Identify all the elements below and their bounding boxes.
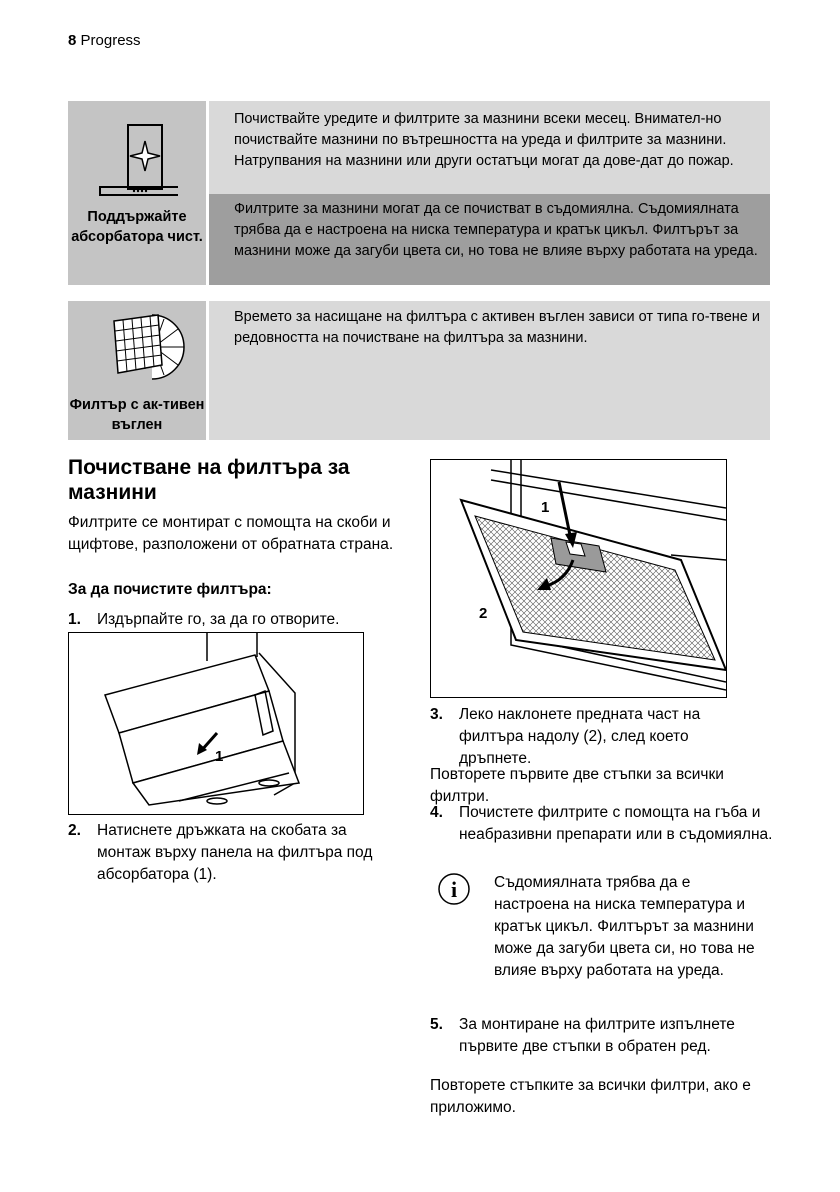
box2-text: Времето за насищане на филтъра с активен въглен зависи от типа го-твене и редовността на почистване на филтъра за мазнини. (234, 309, 760, 346)
fig2-label-1: 1 (541, 499, 550, 516)
note-text: Съдомиялната трябва да е настроена на ниска температура и кратък цикъл. Филтърът за мазнини може да загуби цвета си, но това не влияе върху работата на уреда. (494, 874, 755, 979)
step-2 (68, 820, 398, 886)
subtitle: За да почистите филтъра: (68, 581, 272, 598)
figure-remove-filter (430, 459, 727, 698)
step-text: Почистете филтрите с помощта на гъба и неабразивни препарати или в съдомиялна. (459, 804, 773, 843)
box1-text-light: Почиствайте уредите и филтрите за мазнини всеки месец. Внимател-но почиствайте мазнини по вътрешността на уреда и филтрите за мазнини. Натрупвания на мазнини или други остатъци могат да дове-дат до пожар. (234, 111, 734, 169)
step-4 (430, 802, 780, 846)
intro-text: Филтрите се монтират с помощта на скоби и щифтове, разположени от обратната страна. (68, 514, 394, 553)
step-text: Натиснете дръжката на скобата за монтаж върху панела на филтъра под абсорбатора (1). (97, 822, 373, 883)
section-title: Почистване на филтъра за мазнини (68, 456, 350, 504)
repeat-text-2: Повторете стъпките за всички филтри, ако е приложимо. (430, 1077, 751, 1116)
step-number: 3. (430, 706, 443, 723)
icon-cell (68, 101, 209, 285)
page-header (68, 32, 141, 49)
step-5 (430, 1014, 760, 1058)
svg-text:i: i (450, 877, 458, 902)
fig2-label-2: 2 (479, 605, 488, 622)
fig1-label: 1 (215, 748, 224, 765)
hood-icon (98, 123, 178, 203)
icon-label-carbon: Филтър с ак-тивен въглен (69, 397, 205, 433)
step-number: 2. (68, 822, 81, 839)
product-name: Progress (80, 32, 141, 49)
page-number: 8 (68, 32, 77, 49)
info-box-clean (68, 101, 770, 285)
info-icon (437, 872, 471, 906)
repeat-text-1: Повторете първите две стъпки за всички филтри. (430, 766, 724, 805)
icon-cell (68, 301, 209, 440)
step-number: 5. (430, 1016, 443, 1033)
step-number: 4. (430, 804, 443, 821)
step-text: За монтиране на филтрите изпълнете първите две стъпки в обратен ред. (459, 1016, 735, 1055)
info-box-carbon (68, 301, 770, 440)
step-3 (430, 704, 760, 770)
figure-open-hood (68, 632, 364, 815)
filter-illustration (431, 460, 726, 697)
step-text: Леко наклонете предната част на филтъра надолу (2), след което дръпнете. (459, 706, 701, 767)
icon-label-clean: Поддържайте абсорбатора чист. (71, 209, 203, 245)
step-text: Издърпайте го, за да го отворите. (97, 611, 340, 628)
step-1 (68, 609, 398, 631)
step-number: 1. (68, 611, 81, 628)
hood-illustration (69, 633, 363, 814)
carbon-filter-icon (104, 309, 194, 384)
box1-text-dark: Филтрите за мазнини могат да се почистват в съдомиялна. Съдомиялната трябва да е настроена на ниска температура и кратък цикъл. Филтърът за мазнини може да загуби цвета си, но това не влияе върху работата на уреда. (234, 201, 758, 259)
